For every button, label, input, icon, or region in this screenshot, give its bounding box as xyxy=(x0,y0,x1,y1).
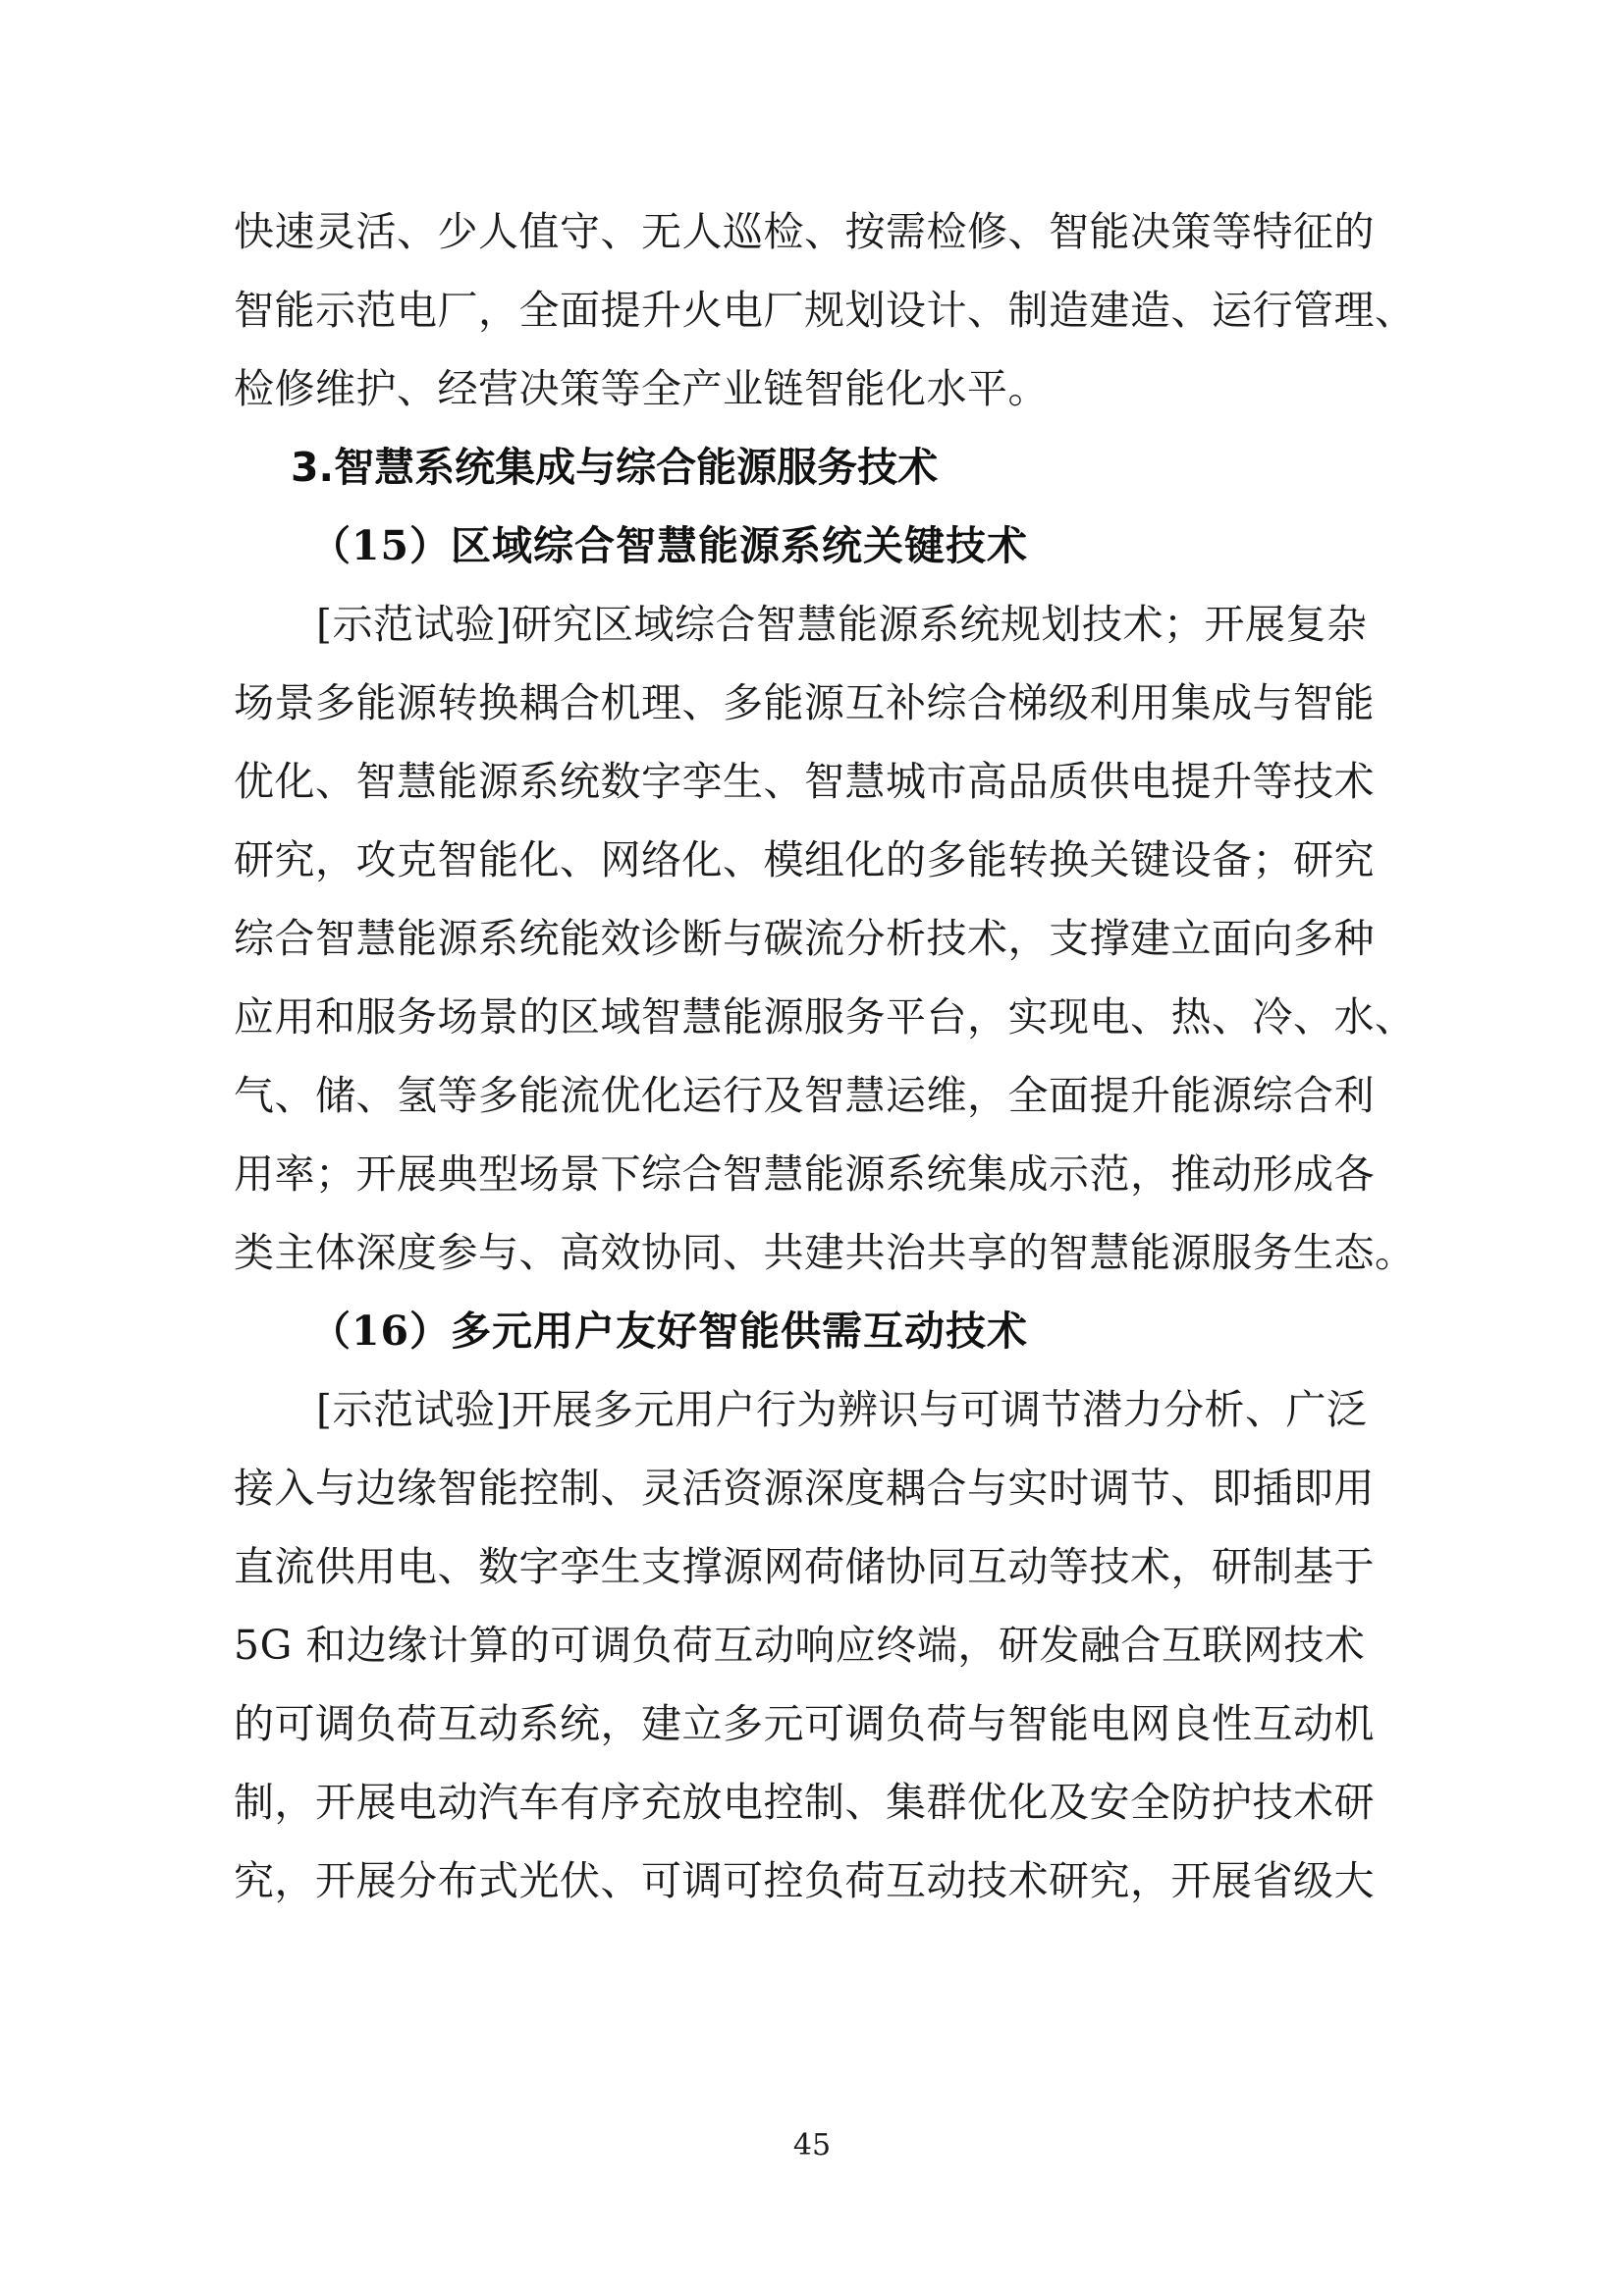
text-line: [示范试验]开展多元用户行为辨识与可调节潜力分析、广泛 xyxy=(316,1386,1368,1433)
text-line: 优化、智慧能源系统数字孪生、智慧城市高品质供电提升等技术 xyxy=(234,758,1375,805)
item-heading-15: （15）区域综合智慧能源系统关键技术 xyxy=(310,522,1029,569)
text-line: 5G 和边缘计算的可调负荷互动响应终端，研发融合互联网技术 xyxy=(234,1622,1366,1669)
text-line: 研究，攻克智能化、网络化、模组化的多能转换关键设备；研究 xyxy=(234,836,1375,883)
text-line: [示范试验]研究区域综合智慧能源系统规划技术；开展复杂 xyxy=(316,601,1368,648)
text-line: 应用和服务场景的区域智慧能源服务平台，实现电、热、冷、水、 xyxy=(234,993,1416,1041)
text-line: 气、储、氢等多能流优化运行及智慧运维，全面提升能源综合利 xyxy=(234,1072,1375,1119)
text-line: 用率；开展典型场景下综合智慧能源系统集成示范，推动形成各 xyxy=(234,1150,1375,1198)
text-line: 接入与边缘智能控制、灵活资源深度耦合与实时调节、即插即用 xyxy=(234,1465,1375,1512)
paragraph-continuation xyxy=(234,192,1416,428)
text-line: 场景多能源转换耦合机理、多能源互补综合梯级利用集成与智能 xyxy=(234,679,1375,726)
text-line: 综合智慧能源系统能效诊断与碳流分析技术，支撑建立面向多种 xyxy=(234,915,1375,962)
page-number: 45 xyxy=(792,2128,832,2163)
text-line: 智能示范电厂，全面提升火电厂规划设计、制造建造、运行管理、 xyxy=(234,287,1416,334)
text-line: 直流供用电、数字孪生支撑源网荷储协同互动等技术，研制基于 xyxy=(234,1543,1375,1590)
item-16-body xyxy=(234,1370,1397,1920)
text-line: 快速灵活、少人值守、无人巡检、按需检修、智能决策等特征的 xyxy=(234,208,1375,255)
text-line: 的可调负荷互动系统，建立多元可调负荷与智能电网良性互动机 xyxy=(234,1700,1375,1747)
section-heading-3: 3.智慧系统集成与综合能源服务技术 xyxy=(291,444,939,491)
text-line: 检修维护、经营决策等全产业链智能化水平。 xyxy=(234,365,1049,412)
text-line: 制，开展电动汽车有序充放电控制、集群优化及安全防护技术研 xyxy=(234,1779,1375,1826)
item-heading-16: （16）多元用户友好智能供需互动技术 xyxy=(310,1308,1029,1355)
text-line: 究，开展分布式光伏、可调可控负荷互动技术研究，开展省级大 xyxy=(234,1857,1375,1904)
text-line: 类主体深度参与、高效协同、共建共治共享的智慧能源服务生态。 xyxy=(234,1229,1416,1276)
page-content xyxy=(234,192,1416,1920)
item-15-body xyxy=(234,585,1416,1292)
